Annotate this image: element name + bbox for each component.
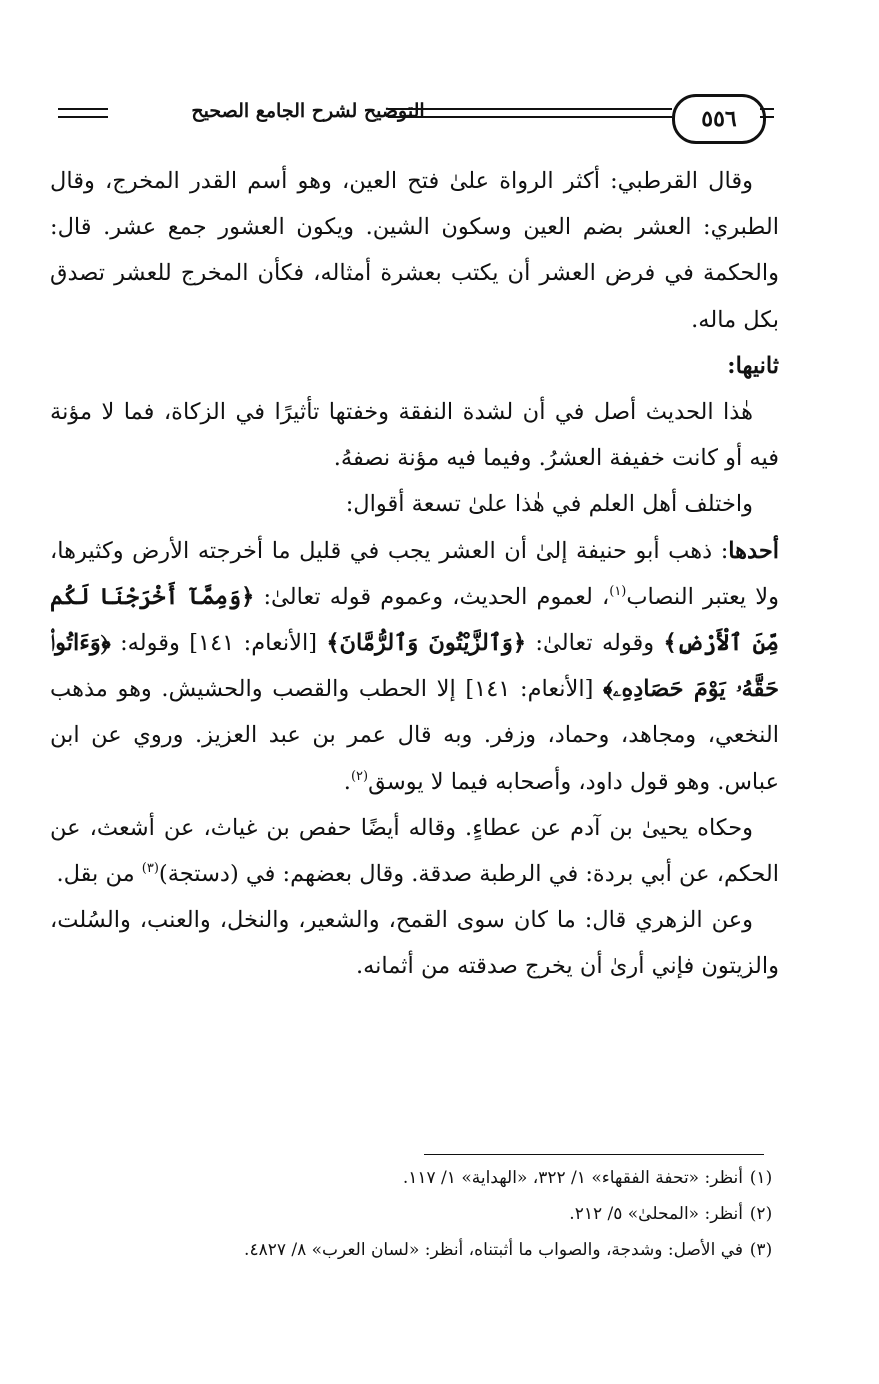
- book-title: التوضيح لشرح الجامع الصحيح: [191, 100, 425, 122]
- text-span: : ذهب أبو حنيفة إلىٰ أن العشر يجب في قليل ما أخرجته الأرض وكثيرها، ولا يعتبر النصاب: [50, 537, 779, 610]
- header-rule-right: [760, 108, 774, 110]
- paragraph: وعن الزهري قال: ما كان سوى القمح، والشعير، والنخل، والعنب، والسُلت، والزيتون فإني أرىٰ أن يخرج صدقته من أثمانه.: [50, 907, 779, 980]
- footnote-text: أنظر: «تحفة الفقهاء» ١/ ٣٢٢، «الهداية» ١/ ١١٧.: [402, 1168, 743, 1188]
- footnote: [60, 1232, 779, 1268]
- footnote-separator: [424, 1154, 764, 1155]
- footnote-number: (٢): [749, 1204, 773, 1224]
- paragraph-first-opinion: [50, 528, 779, 805]
- paragraph: وقال القرطبي: أكثر الرواة علىٰ فتح العين، وهو أسم القدر المخرج، وقال الطبري: العشر بضم العين وسكون الشين. ويكون العشور جمع عشر. قال: والحكمة في فرض العشر أن يكتب بعشرة أمثاله، فكأن المخرج للعشر تصدق بكل ماله.: [50, 168, 779, 333]
- text-span: وقوله تعالىٰ:: [526, 630, 664, 657]
- header-rule-middle: [388, 108, 672, 110]
- section-heading: ثانيها:: [727, 352, 779, 379]
- header-rule-right-lower: [760, 116, 774, 118]
- footnote-ref[interactable]: (١): [609, 583, 627, 599]
- text-span: وحكاه يحيىٰ بن آدم عن عطاءٍ. وقاله أيضًا حفص بن غياث، عن أشعث، عن الحكم، عن أبي بردة: في الرطبة صدقة. وقال بعضهم: في (دستجة): [50, 814, 779, 888]
- footnote: [60, 1196, 779, 1232]
- footnote-ref[interactable]: (٣): [141, 861, 159, 877]
- footnote-text: أنظر: «المحلىٰ» ٥/ ٢١٢.: [569, 1204, 743, 1224]
- quran-quote: ﴿وَٱلزَّيْتُونَ وَٱلرُّمَّانَ﴾: [326, 630, 527, 657]
- text-span: [الأنعام: ١٤١] وقوله:: [110, 630, 327, 657]
- page-number: ٥٥٦: [672, 94, 766, 144]
- paragraph: [50, 805, 779, 897]
- text-span: ، لعموم الحديث، وعموم قوله تعالىٰ:: [254, 583, 610, 610]
- quran-quote: ﴿وَءَاتُوا۟ حَقَّهُۥ يَوْمَ حَصَادِهِۦ﴾: [50, 630, 779, 703]
- header-rule-left-lower: [58, 116, 108, 118]
- footnote-text: في الأصل: وشدجة، والصواب ما أثبتناه، أنظر: «لسان العرب» ٨/ ٤٨٢٧.: [244, 1240, 743, 1260]
- footnote-number: (٣): [749, 1240, 773, 1260]
- footnotes: [60, 1160, 779, 1268]
- opinion-label: أحدها: [728, 537, 779, 564]
- text-span: [الأنعام: ١٤١] إلا الحطب والقصب والحشيش. وهو مذهب النخعي، ومجاهد، وحماد، وزفر. وبه قال عمر بن عبد العزيز. وروي عن ابن عباس. وهو قول داود، وأصحابه فيما لا يوسق: [50, 676, 779, 795]
- paragraph: واختلف أهل العلم في هٰذا علىٰ تسعة أقوال:: [345, 491, 753, 518]
- main-text: [50, 158, 779, 990]
- header-rule-middle-lower: [388, 116, 672, 118]
- text-span: .: [343, 768, 351, 795]
- footnote-ref[interactable]: (٢): [350, 768, 369, 784]
- footnote: [60, 1160, 779, 1196]
- text-span: من بقل.: [56, 861, 142, 888]
- header-rule-left: [58, 108, 108, 110]
- running-header: [58, 92, 774, 146]
- footnote-number: (١): [749, 1168, 773, 1188]
- quran-quote: ﴿وَمِمَّآ أَخْرَجْنَا لَكُم مِّنَ ٱلْأَرْضِ﴾: [50, 583, 780, 657]
- paragraph: هٰذا الحديث أصل في أن لشدة النفقة وخفتها تأثيرًا في الزكاة، فما لا مؤنة فيه أو كانت خفيفة العشرُ. وفيما فيه مؤنة نصفهُ.: [50, 399, 779, 472]
